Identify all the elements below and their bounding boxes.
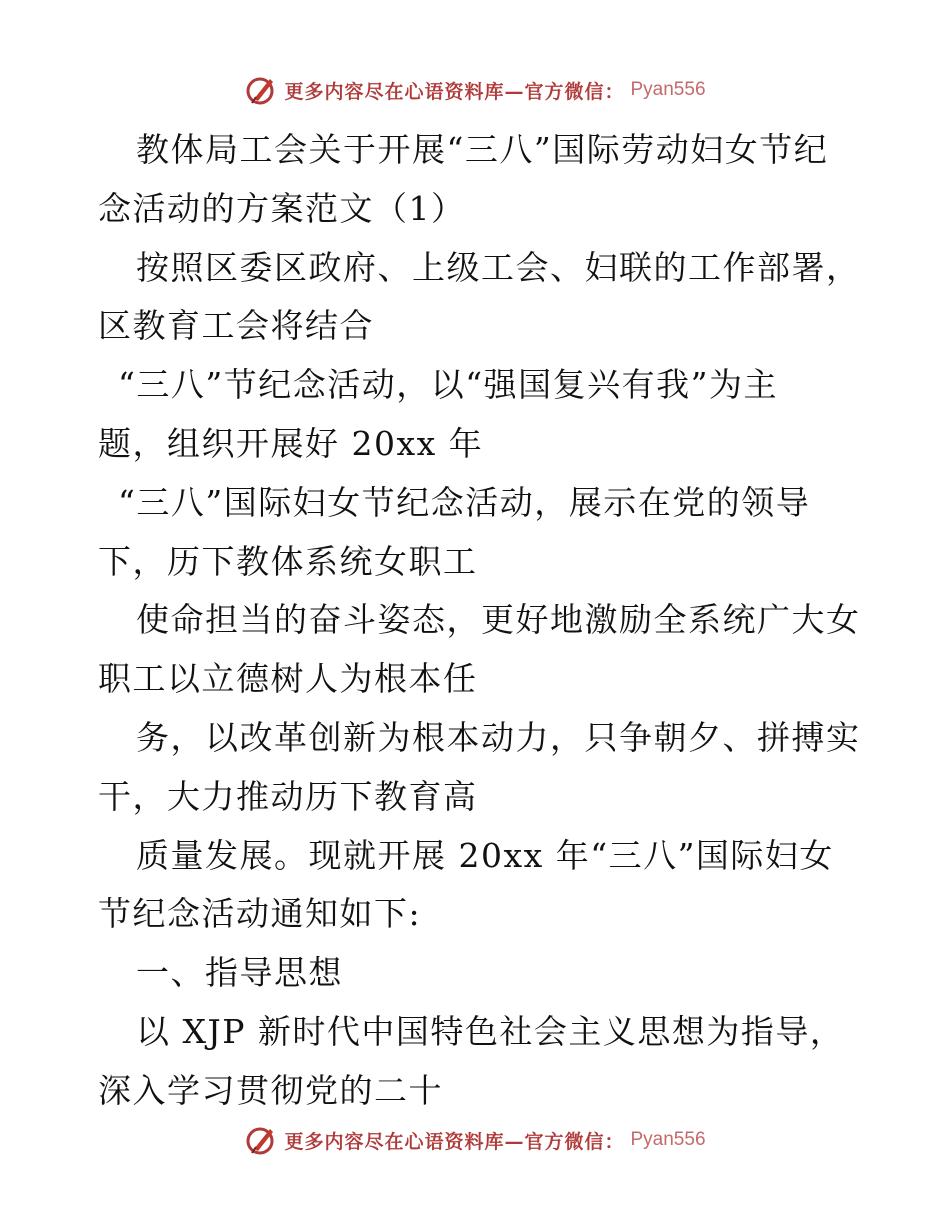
paragraph-line: 质量发展。现就开展 20xx 年“三八”国际妇女	[136, 835, 834, 875]
section-heading: 一、指导思想	[136, 953, 343, 993]
paragraph-line: 深入学习贯彻党的二十	[98, 1070, 443, 1110]
paragraph-line: 按照区委区政府、上级工会、妇联的工作部署，	[136, 247, 861, 287]
quill-logo-icon	[244, 73, 278, 107]
paragraph-line: 题，组织开展好 20xx 年	[98, 423, 484, 463]
paragraph-line: 区教育工会将结合	[98, 306, 374, 346]
paragraph-line: 干，大力推动历下教育高	[98, 776, 478, 816]
header-wechat-id: Pyan556	[630, 79, 706, 100]
title-line-1: 教体局工会关于开展“三八”国际劳动妇女节纪	[136, 130, 829, 169]
header-banner	[0, 70, 950, 110]
footer-banner	[0, 1120, 950, 1160]
paragraph-line: 使命担当的奋斗姿态，更好地激励全系统广大女	[136, 600, 861, 640]
footer-wechat-id: Pyan556	[630, 1129, 706, 1150]
paragraph-line: “三八”节纪念活动，以“强国复兴有我”为主	[118, 365, 778, 405]
footer-banner-text: 更多内容尽在心语资料库—官方微信：	[284, 1130, 625, 1153]
document-body	[98, 121, 861, 1121]
paragraph-line: 职工以立德树人为根本任	[98, 659, 478, 699]
paragraph-line: 节纪念活动通知如下:	[98, 894, 422, 934]
paragraph-line: “三八”国际妇女节纪念活动，展示在党的领导	[118, 482, 811, 522]
quill-logo-icon	[244, 1123, 278, 1157]
header-banner-text: 更多内容尽在心语资料库—官方微信：	[284, 80, 625, 103]
paragraph-line: 以 XJP 新时代中国特色社会主义思想为指导，	[136, 1011, 845, 1051]
paragraph-line: 务，以改革创新为根本动力，只争朝夕、拼搏实	[136, 717, 861, 757]
title-line-2: 念活动的方案范文（1）	[98, 188, 466, 228]
paragraph-line: 下，历下教体系统女职工	[98, 541, 478, 581]
